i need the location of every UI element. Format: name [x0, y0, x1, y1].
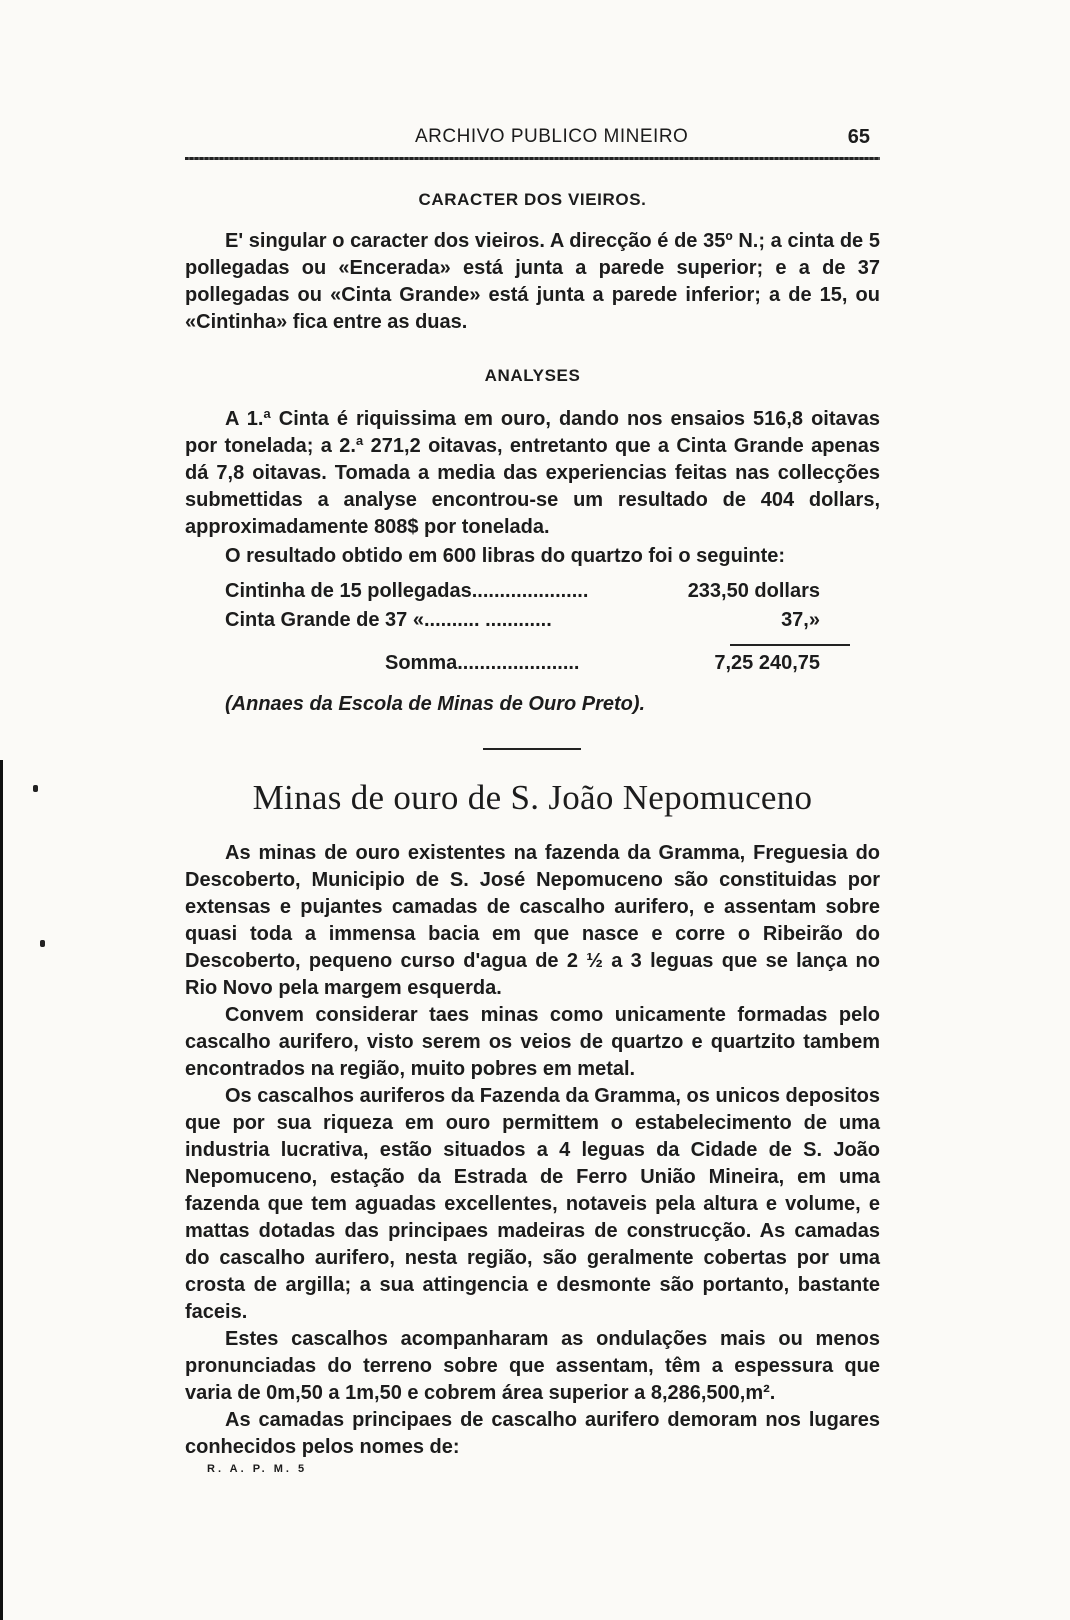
caracter-paragraph: E' singular o caracter dos vieiros. A direcção é de 35º N.; a cinta de 5 pollegadas ou «Encerada» está junta a parede superior; e a de 37 pollegadas ou «Cinta Grande» está junta a parede inferior; a de 15, ou «Cintinha» fica entre as duas. — [185, 230, 880, 333]
sum-value: 7,25 240,75 — [714, 652, 820, 674]
running-title: ARCHIVO PUBLICO MINEIRO — [415, 126, 689, 147]
header-rule — [185, 157, 880, 160]
analyses-intro: O resultado obtido em 600 libras do quartzo foi o seguinte: — [225, 545, 786, 567]
sum-rule — [730, 644, 850, 646]
article — [185, 778, 880, 1475]
section-heading-analyses: ANALYSES — [484, 366, 581, 385]
section-divider — [483, 748, 581, 750]
page-header — [185, 126, 880, 154]
article-paragraph: Os cascalhos auriferos da Fazenda da Gramma, os unicos depositos que por sua riqueza em ouro permittem o estabelecimento de uma industria lucrativa, estão situados a 4 leguas da Cidade de S. João Nepomuceno, estação da Estrada de Ferro União Mineira, em uma fazenda que tem aguadas excellentes, notaveis pela altura e volume, e mattas dotadas das principaes madeiras de construcção. As camadas do cascalho aurifero, nesta região, são geralmente cobertas por uma crosta de argilla; a sua attingencia e desmonte são portanto, bastante faceis. — [185, 1085, 880, 1323]
table-row — [185, 580, 880, 609]
row-value: 37,» — [781, 609, 820, 631]
caracter-section — [185, 190, 880, 336]
page-number: 65 — [847, 126, 870, 148]
results-table — [185, 580, 880, 681]
row-label: Cintinha de 15 pollegadas..................... — [225, 580, 589, 602]
citation: (Annaes da Escola de Minas de Ouro Preto). — [225, 693, 646, 715]
ink-speck — [33, 785, 38, 792]
article-paragraph: As minas de ouro existentes na fazenda da Gramma, Freguesia do Descoberto, Municipio de S. José Nepomuceno são constituidas por extensas e pujantes camadas de cascalho aurifero, e assentam sobre quasi toda a immensa bacia em que nasce e corre o Ribeirão do Descoberto, pequeno curso d'agua de 2 ½ a 3 leguas que se lança no Rio Novo pela margem esquerda. — [185, 842, 880, 999]
article-paragraph: Convem considerar taes minas como unicamente formadas pelo cascalho aurifero, visto serem os veios de quartzo e quartzito tambem encontrados na região, muito pobres em metal. — [185, 1004, 880, 1080]
analyses-section — [185, 366, 880, 718]
analyses-paragraph: A 1.ª Cinta é riquissima em ouro, dando nos ensaios 516,8 oitavas por tonelada; a 2.ª 271,2 oitavas, entretanto que a Cinta Grande apenas dá 7,8 oitavas. Tomada a media das experiencias feitas nas collecções submettidas a analyse encontrou-se um resultado de 404 dollars, approximadamente 808$ por tonelada. — [185, 408, 880, 538]
article-paragraph: Estes cascalhos acompanharam as ondulações mais ou menos pronunciadas do terreno sobre que assentam, têm a espessura que varia de 0m,50 a 1m,50 e cobrem área superior a 8,286,500,m². — [185, 1328, 880, 1404]
sum-label: Somma...................... — [385, 652, 580, 674]
row-value: 233,50 dollars — [687, 580, 820, 602]
article-title: Minas de ouro de S. João Nepomuceno — [252, 778, 813, 817]
sum-row — [185, 652, 880, 681]
table-row — [185, 609, 880, 638]
article-paragraph: As camadas principaes de cascalho aurifero demoram nos lugares conhecidos pelos nomes de: — [185, 1409, 880, 1458]
ink-speck — [40, 940, 45, 947]
row-label: Cinta Grande de 37 «.......... ............ — [225, 609, 552, 631]
page-edge-shadow — [0, 760, 6, 1620]
signature-mark: R. A. P. M. 5 — [207, 1463, 308, 1475]
section-heading-caracter: CARACTER DOS VIEIROS. — [418, 190, 647, 209]
